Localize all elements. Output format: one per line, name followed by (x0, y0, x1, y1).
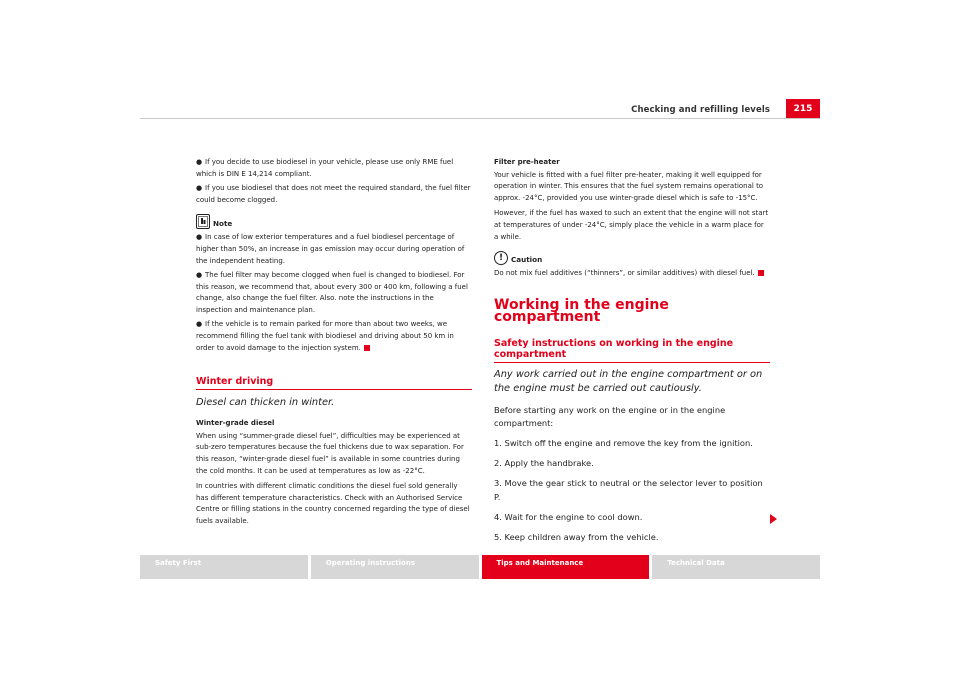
filter-subheading: Filter pre-heater (494, 158, 560, 166)
filter-paragraph-2: However, if the fuel has waxed to such an extent that the engine will not start at temperatures of under -24°C, simply place the vehicle in a warm place for a while. (494, 209, 769, 241)
list-item: ● If you decide to use biodiesel in your vehicle, please use only RME fuel which is DIN E 14,214 compliant. (196, 158, 454, 178)
note-heading (196, 214, 472, 229)
bullet-icon: ● (196, 158, 203, 166)
end-of-section-icon (364, 345, 370, 351)
caution-icon: ! (494, 251, 508, 265)
bullet-icon: ● (196, 320, 203, 329)
tab-operating-instructions[interactable]: Operating instructions (311, 555, 479, 579)
list-item: 1. Switch off the engine and remove the key from the ignition. (494, 437, 753, 448)
filter-paragraph-1: Your vehicle is fitted with a fuel filter pre-heater, making it well equipped for operation in winter. This ensures that the fuel system remains operational to approx. -24°C, provided you use winter-grade diesel which is safe to -15°C. (494, 170, 764, 203)
winter-subheading: Winter-grade diesel (196, 419, 275, 428)
safety-lead: Any work carried out in the engine compartment or on the engine must be carried out cautiously. (494, 368, 763, 394)
footer-tabs (140, 555, 820, 579)
header-rule (140, 118, 820, 119)
section-heading-safety: Safety instructions on working in the engine compartment (494, 338, 770, 363)
winter-paragraph-1: When using “summer-grade diesel fuel”, difficulties may be experienced at sub-zero temperatures because the fuel thickens due to wax separation. For this reason, “winter-grade diesel fuel” is available in some countries during the cold months. It can be used at temperatures as low as -22°C. (196, 431, 464, 475)
winter-lead: Diesel can thicken in winter. (196, 397, 335, 409)
caution-text: Do not mix fuel additives (“thinners”, or similar additives) with diesel fuel. (494, 268, 770, 280)
tab-safety-first[interactable]: Safety First (140, 555, 308, 579)
list-item: 4. Wait for the engine to cool down. (494, 511, 643, 522)
bullet-icon: ● (196, 233, 203, 242)
right-column (494, 157, 770, 550)
page-number: 215 (786, 99, 820, 119)
note-icon (196, 214, 210, 229)
safety-intro: Before starting any work on the engine or in the engine compartment: (494, 404, 726, 428)
section-heading-winter: Winter driving (196, 376, 472, 390)
list-item: ● In case of low exterior temperatures and a fuel biodiesel percentage of higher than 50%, an increase in gas emission may occur during operation of the independent heating. (196, 233, 465, 265)
tab-tips-and-maintenance[interactable]: Tips and Maintenance (482, 555, 650, 579)
left-column (196, 157, 472, 531)
caution-heading (494, 251, 770, 265)
list-item: ● The fuel filter may become clogged when fuel is changed to biodiesel. For this reason, we recommend that, about every 300 or 400 km, following a fuel change, also change the fuel filter. Also. note the instructions in the inspection and maintenance plan. (196, 270, 468, 315)
note-label: Note (213, 218, 233, 228)
list-item: ● If you use biodiesel that does not meet the required standard, the fuel filter could become clogged. (196, 183, 471, 204)
running-title: Checking and refilling levels (631, 105, 770, 115)
bullet-icon: ● (196, 270, 203, 279)
list-item: 2. Apply the handbrake. (494, 457, 594, 468)
list-item: 3. Move the gear stick to neutral or the selector lever to position P. (494, 477, 763, 502)
winter-paragraph-2: In countries with different climatic conditions the diesel fuel sold generally has different temperature characteristics. Check with an Authorised Service Centre or filling stations in the country concerned regarding the type of diesel fuels available. (196, 482, 470, 526)
bullet-icon: ● (196, 183, 203, 192)
caution-label: Caution (511, 254, 543, 264)
chapter-heading-engine: Working in the engine compartment (494, 297, 669, 325)
list-item: 5. Keep children away from the vehicle. (494, 531, 659, 542)
continue-arrow-icon (770, 514, 777, 524)
tab-technical-data[interactable]: Technical Data (652, 555, 820, 579)
list-item: ● If the vehicle is to remain parked for more than about two weeks, we recommend filling the fuel tank with biodiesel and driving about 50 km in order to avoid damage to the injection system. (196, 320, 454, 352)
end-of-section-icon (758, 270, 764, 276)
